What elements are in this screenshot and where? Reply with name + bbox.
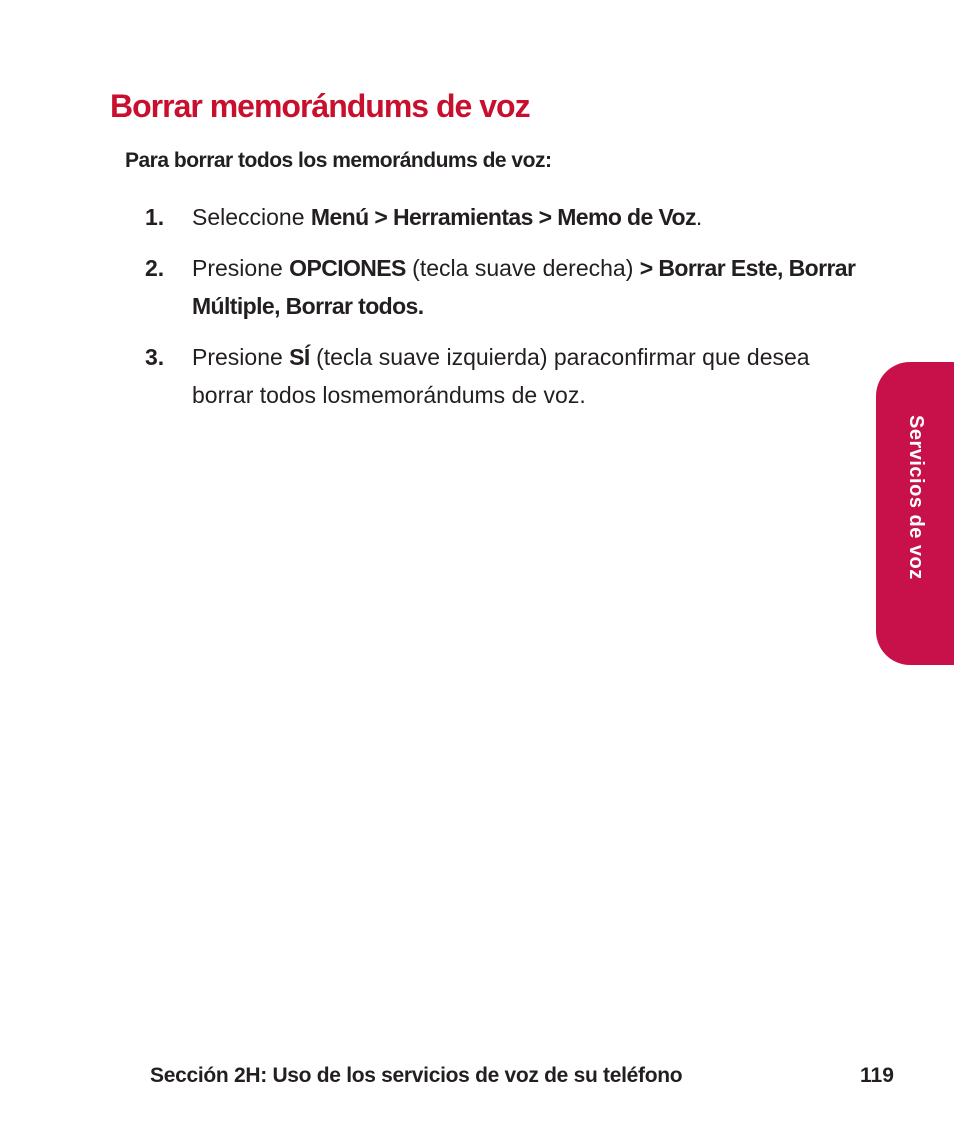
- intro-text: Para borrar todos los memorándums de voz:: [125, 149, 552, 172]
- page-title: Borrar memorándums de voz: [110, 88, 530, 124]
- page-number: 119: [860, 1064, 894, 1087]
- menu-path: Menú > Herramientas > Memo de Voz: [310, 204, 696, 230]
- menu-options: > Borrar Este, Borrar Múltiple, Borrar todos.: [192, 255, 856, 319]
- step-text: Presione: [192, 255, 290, 281]
- softkey-label: SÍ: [289, 344, 310, 370]
- step-text: .: [695, 204, 703, 230]
- step-text: Seleccione: [192, 204, 311, 230]
- footer-section-title: Sección 2H: Uso de los servicios de voz de su teléfono: [150, 1064, 683, 1087]
- step-body: [192, 338, 865, 414]
- softkey-label: OPCIONES: [289, 255, 406, 281]
- section-tab-label: Servicios de voz: [905, 415, 927, 580]
- step-1: [145, 198, 865, 236]
- step-number: 1.: [145, 204, 165, 230]
- step-2: [145, 249, 865, 325]
- step-text: (tecla suave derecha): [405, 255, 640, 281]
- step-3: [145, 338, 865, 414]
- step-number: 2.: [145, 255, 165, 281]
- step-text: Presione: [192, 344, 290, 370]
- step-body: [192, 249, 865, 325]
- step-body: [192, 198, 865, 236]
- step-number: 3.: [145, 344, 165, 370]
- step-text: (tecla suave izquierda) paraconfirmar que desea borrar todos losmemorándums de voz.: [192, 344, 810, 408]
